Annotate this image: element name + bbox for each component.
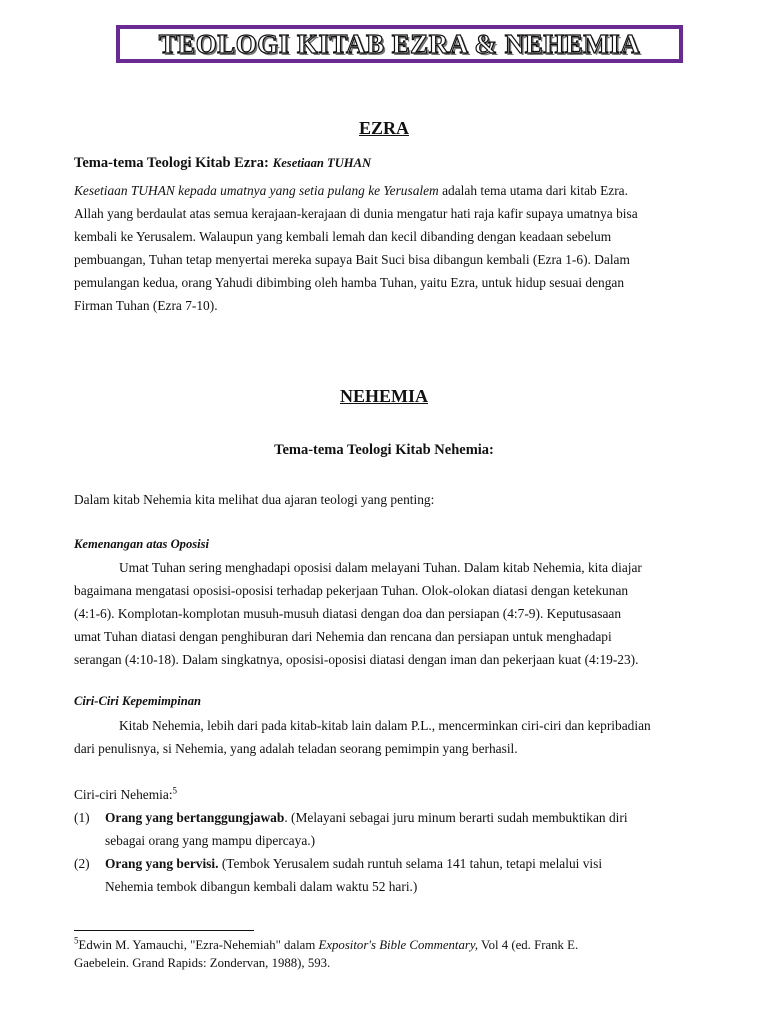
title-banner xyxy=(116,25,683,63)
ezra-para-italic: Kesetiaan TUHAN kepada umatnya yang setia pulang ke Yerusalem xyxy=(74,183,439,198)
footnote xyxy=(74,936,734,972)
ciri-label xyxy=(74,783,177,806)
oposisi-heading: Kemenangan atas Oposisi xyxy=(74,537,210,551)
oposisi-paragraph xyxy=(74,556,724,671)
ezra-heading: EZRA xyxy=(358,118,409,138)
footnote-mark: 5 xyxy=(74,935,79,946)
oposisi-line: bagaimana mengatasi oposisi-oposisi terhadap pekerjaan Tuhan. Olok-olokan diatasi dengan ketekunan xyxy=(74,583,629,598)
list-item-bold: Orang yang bertanggungjawab xyxy=(105,810,285,825)
oposisi-line: Umat Tuhan sering menghadapi oposisi dalam melayani Tuhan. Dalam kitab Nehemia, kita diajar xyxy=(119,560,642,575)
nehemia-heading: NEHEMIA xyxy=(339,386,428,406)
ezra-line: Firman Tuhan (Ezra 7-10). xyxy=(74,298,218,313)
oposisi-line: serangan (4:10-18). Dalam singkatnya, oposisi-oposisi diatasi dengan iman dan pekerjaan kuat (4:19-23). xyxy=(74,652,639,667)
ezra-subheading-theme: Kesetiaan TUHAN xyxy=(272,156,372,170)
ezra-line: pembuangan, Tuhan tetap menyertai mereka supaya Bait Suci bisa dibangun kembali (Ezra 1-6). Dalam xyxy=(74,252,630,267)
footnote-source-title: Expositor's Bible Commentary, xyxy=(318,938,479,952)
document-title: TEOLOGI KITAB EZRA & NEHEMIA xyxy=(158,28,641,59)
kepemimpinan-line: dari penulisnya, si Nehemia, yang adalah teladan seorang pemimpin yang berhasil. xyxy=(74,741,518,756)
ezra-line: pemulangan kedua, orang Yahudi dibimbing oleh hamba Tuhan, yaitu Ezra, untuk hidup sesuai dengan xyxy=(74,275,625,290)
ezra-subheading-label: Tema-tema Teologi Kitab Ezra: xyxy=(74,155,269,171)
list-item xyxy=(74,806,734,852)
list-item-continuation: sebagai orang yang mampu dipercaya.) xyxy=(105,833,316,848)
footnote-text-pre: Edwin M. Yamauchi, "Ezra-Nehemiah" dalam xyxy=(78,938,319,952)
list-item-bold: Orang yang bervisi. xyxy=(105,856,219,871)
list-item xyxy=(74,852,734,898)
list-number: (1) xyxy=(74,810,90,825)
ezra-line: Allah yang berdaulat atas semua kerajaan-kerajaan di dunia mengatur hati raja kafir supaya umatnya bisa xyxy=(74,206,638,221)
ciri-label-text: Ciri-ciri Nehemia: xyxy=(74,787,173,802)
nehemia-subheading: Tema-tema Teologi Kitab Nehemia: xyxy=(274,442,494,458)
kepemimpinan-line: Kitab Nehemia, lebih dari pada kitab-kitab lain dalam P.L., mencerminkan ciri-ciri dan kepribadian xyxy=(119,718,651,733)
list-item-text: . (Melayani sebagai juru minum berarti sudah membuktikan diri xyxy=(284,810,628,825)
oposisi-line: (4:1-6). Komplotan-komplotan musuh-musuh diatasi dengan doa dan persiapan (4:7-9). Keputusasaan xyxy=(74,606,622,621)
footnote-text-post: Vol 4 (ed. Frank E. xyxy=(478,938,579,952)
footnote-divider xyxy=(74,930,254,931)
ezra-subheading xyxy=(74,154,371,172)
nehemia-intro: Dalam kitab Nehemia kita melihat dua ajaran teologi yang penting: xyxy=(74,492,435,507)
footnote-line-2: Gaebelein. Grand Rapids: Zondervan, 1988), 593. xyxy=(74,956,331,970)
kepemimpinan-heading: Ciri-Ciri Kepemimpinan xyxy=(74,694,202,708)
list-item-text: (Tembok Yerusalem sudah runtuh selama 141 tahun, tetapi melalui visi xyxy=(218,856,603,871)
list-number: (2) xyxy=(74,856,90,871)
list-item-continuation: Nehemia tembok dibangun kembali dalam waktu 52 hari.) xyxy=(105,879,418,894)
ezra-line: kembali ke Yerusalem. Walaupun yang kembali lemah dan kecil dibanding dengan keadaan sebelum xyxy=(74,229,612,244)
kepemimpinan-paragraph xyxy=(74,714,724,760)
ezra-line: adalah tema utama dari kitab Ezra. xyxy=(438,183,628,198)
footnote-reference[interactable]: 5 xyxy=(172,785,178,796)
ezra-paragraph xyxy=(74,179,724,317)
oposisi-line: umat Tuhan diatasi dengan penghiburan dari Nehemia dan rencana dan persiapan untuk menghadapi xyxy=(74,629,612,644)
